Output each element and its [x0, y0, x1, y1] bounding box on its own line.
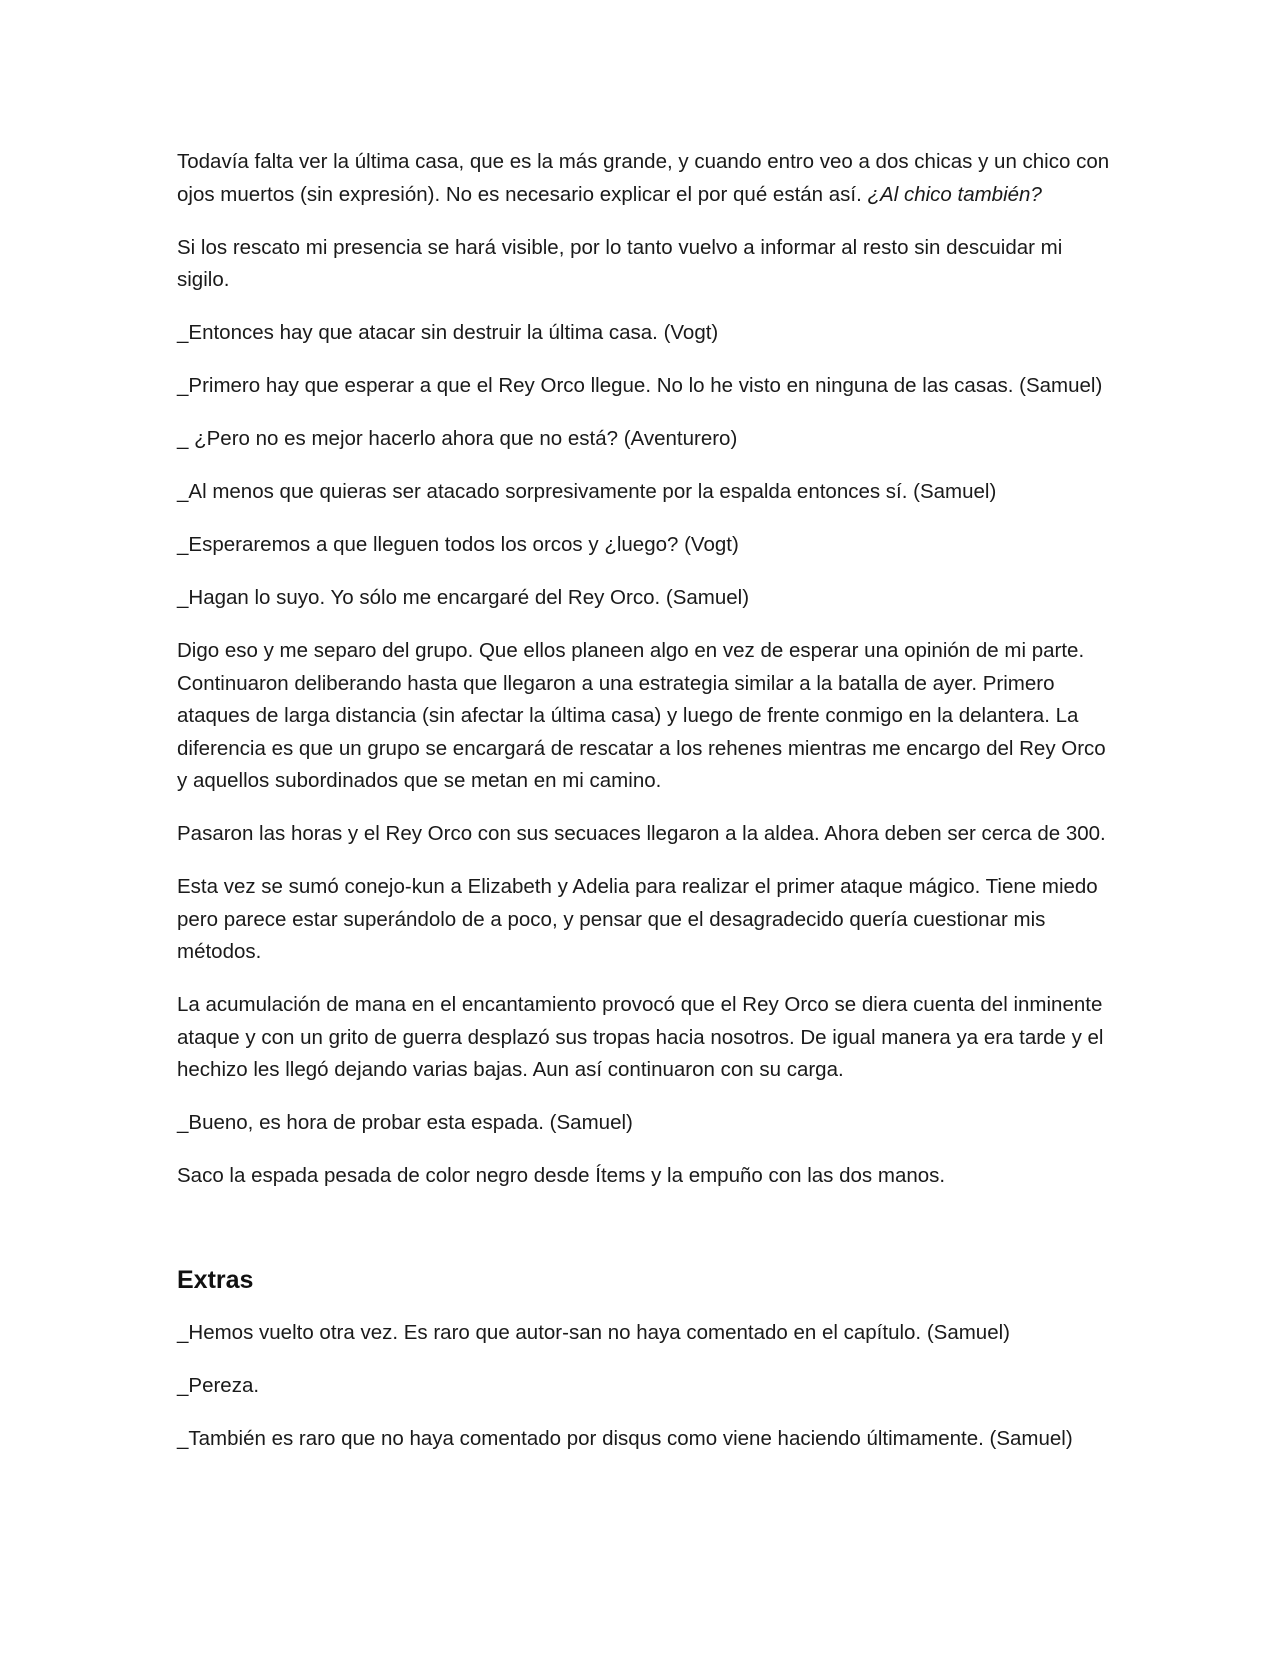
dialogue-line: _Entonces hay que atacar sin destruir la última casa. (Vogt) [177, 321, 719, 344]
dialogue-line: _También es raro que no haya comentado por disqus como viene haciendo últimamente. (Samuel) [177, 1427, 1073, 1450]
dialogue-line: _ ¿Pero no es mejor hacerlo ahora que no está? (Aventurero) [177, 427, 738, 450]
dialogue-line: _Primero hay que esperar a que el Rey Orco llegue. No lo he visto en ninguna de las casas. (Samuel) [177, 374, 1103, 397]
paragraph: Saco la espada pesada de color negro desde Ítems y la empuño con las dos manos. [177, 1164, 946, 1187]
dialogue-line: _Pereza. [177, 1374, 260, 1397]
paragraph: Esta vez se sumó conejo-kun a Elizabeth y Adelia para realizar el primer ataque mágico. Tiene miedo pero parece estar superándolo de a poco, y pensar que el desagradecido quería cuestionar mis métodos. [177, 875, 1098, 963]
dialogue-line: _Bueno, es hora de probar esta espada. (Samuel) [177, 1111, 633, 1134]
paragraph: Digo eso y me separo del grupo. Que ellos planeen algo en vez de esperar una opinión de mi parte. Continuaron deliberando hasta que llegaron a una estrategia similar a la batalla de ayer. Primero ataques de larga distancia (sin afectar la última casa) y luego de frente conmigo en la delantera. La diferencia es que un grupo se encargará de rescatar a los rehenes mientras me encargo del Rey Orco y aquellos subordinados que se metan en mi camino. [177, 639, 1106, 792]
paragraph: Pasaron las horas y el Rey Orco con sus secuaces llegaron a la aldea. Ahora deben ser cerca de 300. [177, 822, 1106, 845]
paragraph-text: Todavía falta ver la última casa, que es la más grande, y cuando entro veo a dos chicas y un chico con ojos muertos (sin expresión). No es necesario explicar el por qué están así. [177, 150, 1110, 206]
paragraph [177, 146, 1117, 211]
section-spacer [177, 1213, 1117, 1263]
dialogue-line: _Al menos que quieras ser atacado sorpresivamente por la espalda entonces sí. (Samuel) [177, 480, 997, 503]
dialogue-line: _Esperaremos a que lleguen todos los orcos y ¿luego? (Vogt) [177, 533, 739, 556]
paragraph: La acumulación de mana en el encantamiento provocó que el Rey Orco se diera cuenta del inminente ataque y con un grito de guerra desplazó sus tropas hacia nosotros. De igual manera ya era tarde y el hechizo les llegó dejando varias bajas. Aun así continuaron con su carga. [177, 993, 1104, 1081]
dialogue-line: _Hemos vuelto otra vez. Es raro que autor-san no haya comentado en el capítulo. (Samuel) [177, 1321, 1010, 1344]
paragraph: Si los rescato mi presencia se hará visible, por lo tanto vuelvo a informar al resto sin descuidar mi sigilo. [177, 235, 1063, 291]
document-page [177, 146, 1117, 1476]
dialogue-line: _Hagan lo suyo. Yo sólo me encargaré del Rey Orco. (Samuel) [177, 586, 750, 609]
paragraph-italic-text: ¿Al chico también? [867, 182, 1042, 206]
extras-heading: Extras [177, 1266, 254, 1294]
